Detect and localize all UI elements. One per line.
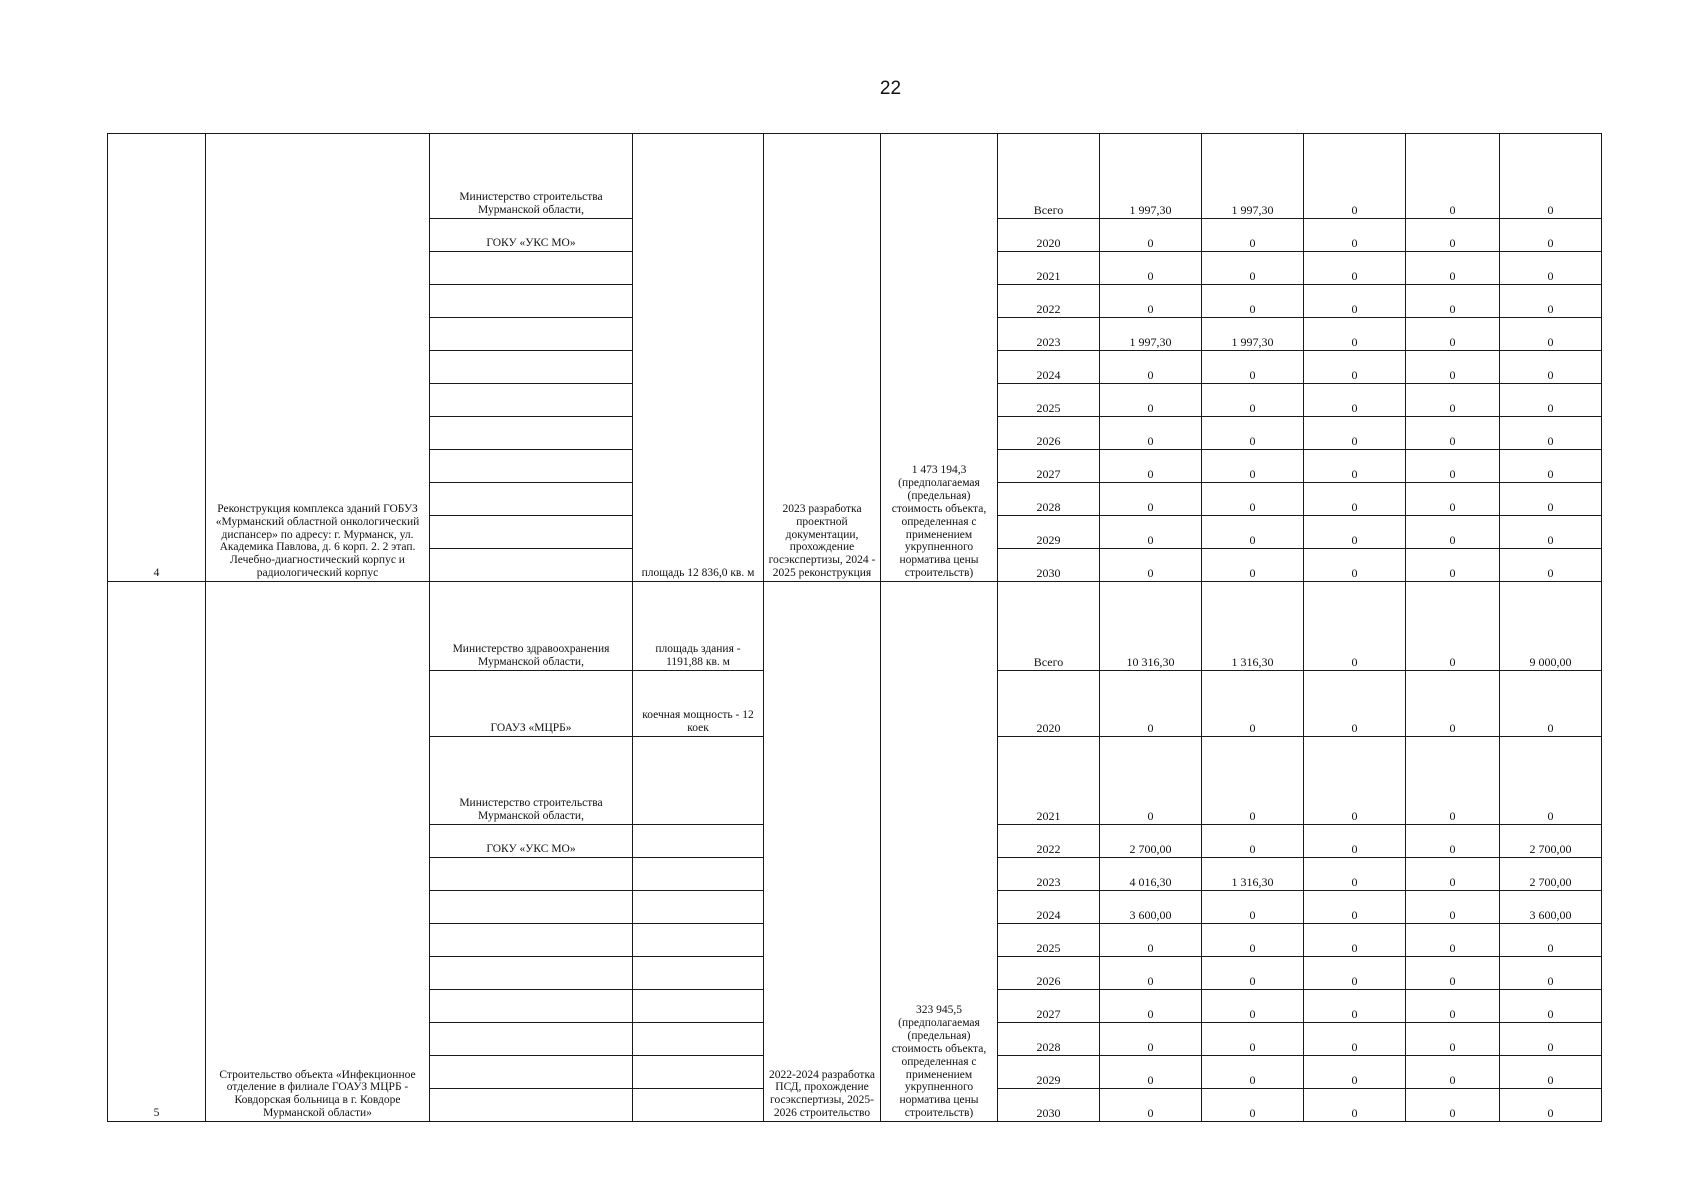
local-budget-cell: 0 — [1406, 990, 1500, 1023]
other-sources-cell: 0 — [1500, 516, 1602, 549]
year-cell: Всего — [998, 582, 1100, 671]
regional-budget-cell: 0 — [1202, 957, 1304, 990]
total-cell: 10 316,30 — [1100, 582, 1202, 671]
other-sources-cell: 0 — [1500, 134, 1602, 219]
federal-budget-cell: 0 — [1304, 924, 1406, 957]
regional-budget-cell: 0 — [1202, 252, 1304, 285]
table-row — [108, 134, 1602, 219]
year-cell: 2029 — [998, 516, 1100, 549]
budget-table — [107, 133, 1602, 1122]
total-cell: 0 — [1100, 450, 1202, 483]
local-budget-cell: 0 — [1406, 252, 1500, 285]
regional-budget-cell: 0 — [1202, 219, 1304, 252]
other-sources-cell: 0 — [1500, 384, 1602, 417]
total-cell: 0 — [1100, 990, 1202, 1023]
local-budget-cell: 0 — [1406, 924, 1500, 957]
capacity-cell: площадь здания - 1191,88 кв. м — [633, 582, 764, 671]
local-budget-cell: 0 — [1406, 384, 1500, 417]
regional-budget-cell: 0 — [1202, 990, 1304, 1023]
local-budget-cell: 0 — [1406, 891, 1500, 924]
federal-budget-cell: 0 — [1304, 737, 1406, 825]
year-cell: 2024 — [998, 891, 1100, 924]
local-budget-cell: 0 — [1406, 1056, 1500, 1089]
local-budget-cell: 0 — [1406, 1023, 1500, 1056]
local-budget-cell: 0 — [1406, 450, 1500, 483]
customer-cell — [430, 351, 633, 384]
year-cell: 2029 — [998, 1056, 1100, 1089]
total-cell: 0 — [1100, 351, 1202, 384]
other-sources-cell: 0 — [1500, 990, 1602, 1023]
other-sources-cell: 0 — [1500, 318, 1602, 351]
customer-cell — [430, 858, 633, 891]
customer-cell — [430, 924, 633, 957]
regional-budget-cell: 0 — [1202, 450, 1304, 483]
year-cell: 2025 — [998, 924, 1100, 957]
regional-budget-cell: 0 — [1202, 1089, 1304, 1122]
regional-budget-cell: 1 316,30 — [1202, 858, 1304, 891]
customer-cell — [430, 285, 633, 318]
total-cell: 0 — [1100, 219, 1202, 252]
total-cell: 0 — [1100, 1056, 1202, 1089]
local-budget-cell: 0 — [1406, 219, 1500, 252]
year-cell: 2021 — [998, 737, 1100, 825]
other-sources-cell: 0 — [1500, 285, 1602, 318]
federal-budget-cell: 0 — [1304, 990, 1406, 1023]
total-cell: 0 — [1100, 549, 1202, 582]
customer-cell: ГОАУЗ «МЦРБ» — [430, 671, 633, 737]
regional-budget-cell: 0 — [1202, 549, 1304, 582]
local-budget-cell: 0 — [1406, 737, 1500, 825]
local-budget-cell: 0 — [1406, 351, 1500, 384]
total-cell: 0 — [1100, 924, 1202, 957]
table-body — [108, 134, 1602, 1122]
capacity-cell — [633, 891, 764, 924]
capacity-cell — [633, 924, 764, 957]
regional-budget-cell: 0 — [1202, 825, 1304, 858]
customer-cell: ГОКУ «УКС МО» — [430, 219, 633, 252]
year-cell: 2020 — [998, 219, 1100, 252]
local-budget-cell: 0 — [1406, 582, 1500, 671]
year-cell: 2027 — [998, 990, 1100, 1023]
local-budget-cell: 0 — [1406, 957, 1500, 990]
table-row — [108, 582, 1602, 671]
capacity-cell: площадь 12 836,0 кв. м — [633, 134, 764, 582]
year-cell: 2020 — [998, 671, 1100, 737]
customer-cell — [430, 483, 633, 516]
other-sources-cell: 3 600,00 — [1500, 891, 1602, 924]
total-cell: 0 — [1100, 483, 1202, 516]
regional-budget-cell: 0 — [1202, 384, 1304, 417]
federal-budget-cell: 0 — [1304, 134, 1406, 219]
capacity-cell — [633, 858, 764, 891]
regional-budget-cell: 0 — [1202, 417, 1304, 450]
local-budget-cell: 0 — [1406, 858, 1500, 891]
year-cell: 2026 — [998, 957, 1100, 990]
other-sources-cell: 0 — [1500, 351, 1602, 384]
customer-cell — [430, 318, 633, 351]
customer-cell — [430, 549, 633, 582]
federal-budget-cell: 0 — [1304, 1056, 1406, 1089]
year-cell: 2027 — [998, 450, 1100, 483]
other-sources-cell: 0 — [1500, 219, 1602, 252]
total-cell: 0 — [1100, 671, 1202, 737]
year-cell: 2026 — [998, 417, 1100, 450]
object-name: Строительство объекта «Инфекционное отделение в филиале ГОАУЗ МЦРБ - Ковдорская больница в г. Ковдоре Мурманской области» — [206, 582, 430, 1122]
customer-cell — [430, 1089, 633, 1122]
capacity-cell — [633, 1056, 764, 1089]
other-sources-cell: 0 — [1500, 549, 1602, 582]
federal-budget-cell: 0 — [1304, 450, 1406, 483]
regional-budget-cell: 0 — [1202, 351, 1304, 384]
year-cell: 2025 — [998, 384, 1100, 417]
other-sources-cell: 0 — [1500, 417, 1602, 450]
regional-budget-cell: 0 — [1202, 671, 1304, 737]
capacity-cell — [633, 1089, 764, 1122]
cost-cell: 323 945,5 (предполагаемая (предельная) стоимость объекта, определенная с применением укрупненного норматива цены строительств) — [881, 582, 998, 1122]
federal-budget-cell: 0 — [1304, 891, 1406, 924]
regional-budget-cell: 0 — [1202, 891, 1304, 924]
federal-budget-cell: 0 — [1304, 1023, 1406, 1056]
year-cell: 2024 — [998, 351, 1100, 384]
customer-cell: ГОКУ «УКС МО» — [430, 825, 633, 858]
federal-budget-cell: 0 — [1304, 957, 1406, 990]
federal-budget-cell: 0 — [1304, 483, 1406, 516]
local-budget-cell: 0 — [1406, 134, 1500, 219]
other-sources-cell: 2 700,00 — [1500, 858, 1602, 891]
regional-budget-cell: 0 — [1202, 1023, 1304, 1056]
year-cell: 2022 — [998, 285, 1100, 318]
customer-cell — [430, 1023, 633, 1056]
regional-budget-cell: 1 316,30 — [1202, 582, 1304, 671]
other-sources-cell: 0 — [1500, 1056, 1602, 1089]
federal-budget-cell: 0 — [1304, 318, 1406, 351]
regional-budget-cell: 0 — [1202, 1056, 1304, 1089]
local-budget-cell: 0 — [1406, 516, 1500, 549]
row-index: 5 — [108, 582, 206, 1122]
federal-budget-cell: 0 — [1304, 219, 1406, 252]
total-cell: 4 016,30 — [1100, 858, 1202, 891]
local-budget-cell: 0 — [1406, 549, 1500, 582]
customer-cell — [430, 891, 633, 924]
federal-budget-cell: 0 — [1304, 549, 1406, 582]
regional-budget-cell: 0 — [1202, 285, 1304, 318]
customer-cell — [430, 252, 633, 285]
local-budget-cell: 0 — [1406, 285, 1500, 318]
federal-budget-cell: 0 — [1304, 417, 1406, 450]
other-sources-cell: 0 — [1500, 1023, 1602, 1056]
cost-cell: 1 473 194,3 (предполагаемая (предельная) стоимость объекта, определенная с применением укрупненного норматива цены строительств) — [881, 134, 998, 582]
other-sources-cell: 0 — [1500, 737, 1602, 825]
customer-cell — [430, 957, 633, 990]
other-sources-cell: 0 — [1500, 671, 1602, 737]
customer-cell — [430, 384, 633, 417]
total-cell: 0 — [1100, 252, 1202, 285]
year-cell: 2021 — [998, 252, 1100, 285]
terms-cell: 2022-2024 разработка ПСД, прохождение госэкспертизы, 2025-2026 строительство — [764, 582, 881, 1122]
other-sources-cell: 0 — [1500, 450, 1602, 483]
other-sources-cell: 0 — [1500, 483, 1602, 516]
federal-budget-cell: 0 — [1304, 516, 1406, 549]
customer-cell — [430, 990, 633, 1023]
customer-cell — [430, 450, 633, 483]
capacity-cell — [633, 737, 764, 825]
local-budget-cell: 0 — [1406, 671, 1500, 737]
regional-budget-cell: 0 — [1202, 737, 1304, 825]
customer-cell: Министерство строительства Мурманской области, — [430, 134, 633, 219]
total-cell: 0 — [1100, 1089, 1202, 1122]
federal-budget-cell: 0 — [1304, 671, 1406, 737]
year-cell: 2030 — [998, 1089, 1100, 1122]
row-index: 4 — [108, 134, 206, 582]
year-cell: 2022 — [998, 825, 1100, 858]
total-cell: 0 — [1100, 957, 1202, 990]
federal-budget-cell: 0 — [1304, 582, 1406, 671]
total-cell: 3 600,00 — [1100, 891, 1202, 924]
other-sources-cell: 0 — [1500, 957, 1602, 990]
local-budget-cell: 0 — [1406, 825, 1500, 858]
customer-cell: Министерство здравоохранения Мурманской области, — [430, 582, 633, 671]
terms-cell: 2023 разработка проектной документации, прохождение госэкспертизы, 2024 - 2025 реконструкция — [764, 134, 881, 582]
total-cell: 1 997,30 — [1100, 134, 1202, 219]
other-sources-cell: 0 — [1500, 252, 1602, 285]
customer-cell — [430, 516, 633, 549]
year-cell: Всего — [998, 134, 1100, 219]
local-budget-cell: 0 — [1406, 318, 1500, 351]
regional-budget-cell: 0 — [1202, 924, 1304, 957]
federal-budget-cell: 0 — [1304, 384, 1406, 417]
federal-budget-cell: 0 — [1304, 285, 1406, 318]
customer-cell — [430, 417, 633, 450]
total-cell: 0 — [1100, 384, 1202, 417]
total-cell: 1 997,30 — [1100, 318, 1202, 351]
other-sources-cell: 0 — [1500, 1089, 1602, 1122]
total-cell: 2 700,00 — [1100, 825, 1202, 858]
capacity-cell — [633, 1023, 764, 1056]
year-cell: 2028 — [998, 1023, 1100, 1056]
federal-budget-cell: 0 — [1304, 858, 1406, 891]
other-sources-cell: 9 000,00 — [1500, 582, 1602, 671]
object-name: Реконструкция комплекса зданий ГОБУЗ «Мурманский областной онкологический диспансер» по адресу: г. Мурманск, ул. Академика Павлова, д. 6 корп. 2. 2 этап. Лечебно-диагностический корпус и радиологический корпус — [206, 134, 430, 582]
federal-budget-cell: 0 — [1304, 252, 1406, 285]
other-sources-cell: 2 700,00 — [1500, 825, 1602, 858]
regional-budget-cell: 0 — [1202, 516, 1304, 549]
total-cell: 0 — [1100, 737, 1202, 825]
capacity-cell — [633, 957, 764, 990]
year-cell: 2023 — [998, 858, 1100, 891]
customer-cell — [430, 1056, 633, 1089]
page-number: 22 — [879, 78, 902, 99]
total-cell: 0 — [1100, 285, 1202, 318]
total-cell: 0 — [1100, 1023, 1202, 1056]
total-cell: 0 — [1100, 417, 1202, 450]
year-cell: 2023 — [998, 318, 1100, 351]
federal-budget-cell: 0 — [1304, 351, 1406, 384]
federal-budget-cell: 0 — [1304, 1089, 1406, 1122]
year-cell: 2028 — [998, 483, 1100, 516]
total-cell: 0 — [1100, 516, 1202, 549]
year-cell: 2030 — [998, 549, 1100, 582]
local-budget-cell: 0 — [1406, 483, 1500, 516]
local-budget-cell: 0 — [1406, 417, 1500, 450]
capacity-cell — [633, 825, 764, 858]
regional-budget-cell: 1 997,30 — [1202, 318, 1304, 351]
regional-budget-cell: 0 — [1202, 483, 1304, 516]
federal-budget-cell: 0 — [1304, 825, 1406, 858]
capacity-cell: коечная мощность - 12 коек — [633, 671, 764, 737]
capacity-cell — [633, 990, 764, 1023]
local-budget-cell: 0 — [1406, 1089, 1500, 1122]
customer-cell: Министерство строительства Мурманской области, — [430, 737, 633, 825]
other-sources-cell: 0 — [1500, 924, 1602, 957]
regional-budget-cell: 1 997,30 — [1202, 134, 1304, 219]
